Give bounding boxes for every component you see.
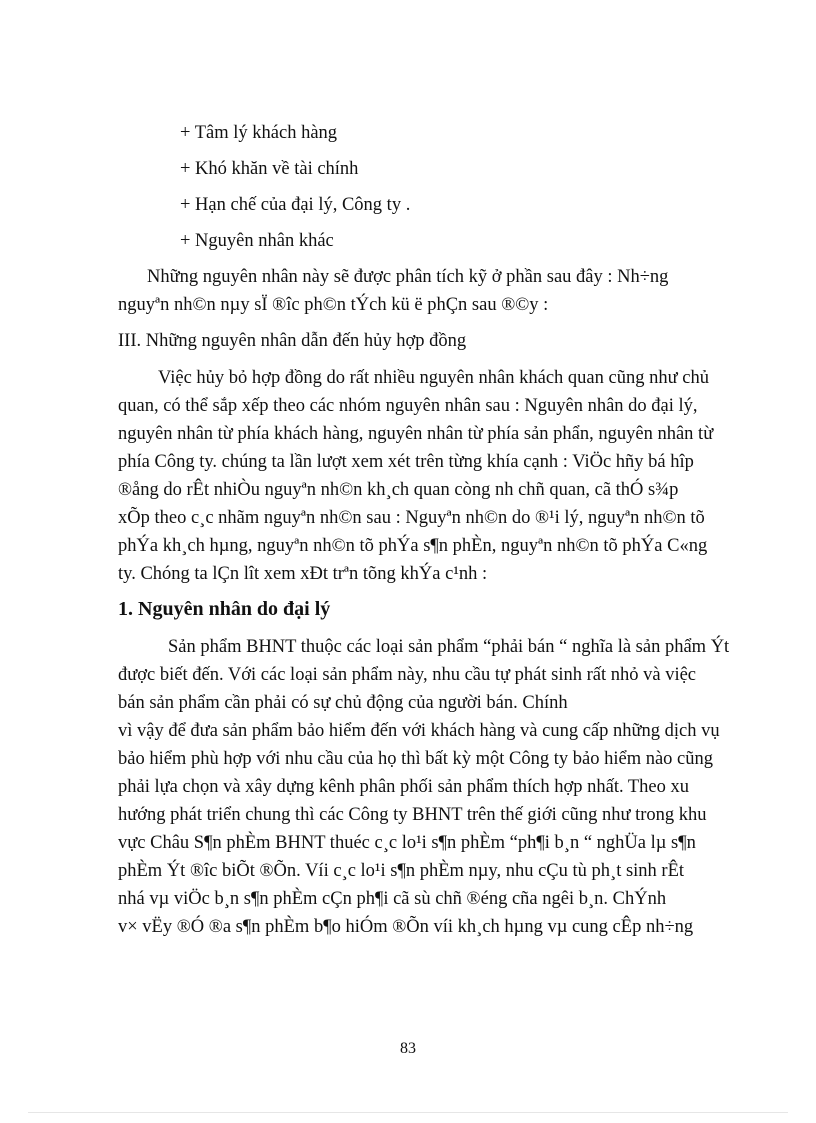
- paragraph-line: quan, có thể sắp xếp theo các nhóm nguyên nhân sau : Nguyên nhân do đại lý,: [118, 396, 698, 416]
- paragraph-line: phÝa kh¸ch hµng, nguyªn nh©n tõ phÝa s¶n phÈn, nguyªn nh©n tõ phÝa C«ng: [118, 536, 708, 556]
- page-edge-divider: [28, 1112, 788, 1113]
- paragraph-line: phÈm Ýt ®îc biÕt ®Õn. Víi c¸c lo¹i s¶n phÈm nµy, nhu cÇu tù ph¸t sinh rÊt: [118, 861, 685, 881]
- paragraph-line: nhá vµ viÖc b¸n s¶n phÈm cÇn ph¶i cã sù chñ ®éng cña ngêi b¸n. ChÝnh: [118, 889, 667, 909]
- intro-line: Những nguyên nhân này sẽ được phân tích kỹ ở phần sau đây : Nh÷ng: [147, 267, 669, 287]
- paragraph-line: vực Châu S¶n phÈm BHNT thuéc c¸c lo¹i s¶n phÈm “ph¶i b¸n “ nghÜa lµ s¶n: [118, 833, 696, 853]
- paragraph-line: Sản phẩm BHNT thuộc các loại sản phẩm “phải bán “ nghĩa là sản phẩm Ýt: [168, 637, 730, 657]
- paragraph-line: ®ång do rÊt nhiÒu nguyªn nh©n kh¸ch quan còng nh chñ quan, cã thÓ s¾p: [118, 480, 679, 500]
- paragraph-line: v× vËy ®Ó ®a s¶n phÈm b¶o hiÓm ®Õn víi kh¸ch hµng vµ cung cÊp nh÷ng: [118, 917, 694, 937]
- paragraph-line: vì vậy để đưa sản phẩm bảo hiểm đến với khách hàng và cung cấp những dịch vụ: [118, 721, 720, 741]
- paragraph-line: Việc hủy bỏ hợp đồng do rất nhiều nguyên nhân khách quan cũng như chủ: [158, 368, 709, 388]
- page-number: 83: [400, 1040, 416, 1057]
- paragraph-line: phải lựa chọn và xây dựng kênh phân phối sản phẩm thích hợp nhất. Theo xu: [118, 777, 690, 797]
- section-title: III. Những nguyên nhân dẫn đến hủy hợp đồng: [118, 331, 467, 351]
- bullet-item: + Tâm lý khách hàng: [180, 123, 338, 143]
- paragraph-line: xÕp theo c¸c nhãm nguyªn nh©n sau : Nguyªn nh©n do ®¹i lý, nguyªn nh©n tõ: [118, 508, 705, 528]
- paragraph-line: nguyên nhân từ phía khách hàng, nguyên nhân từ phía sản phẩn, nguyên nhân từ: [118, 424, 714, 444]
- paragraph-line: phía Công ty. chúng ta lần lượt xem xét trên từng khía cạnh : ViÖc hñy bá hîp: [118, 452, 694, 472]
- bullet-item: + Hạn chế của đại lý, Công ty .: [180, 195, 411, 215]
- paragraph-line: bán sản phẩm cần phải có sự chủ động của người bán. Chính: [118, 693, 568, 713]
- paragraph-line: hướng phát triển chung thì các Công ty BHNT trên thế giới cũng như trong khu: [118, 805, 707, 825]
- subheading: 1. Nguyên nhân do đại lý: [118, 598, 331, 620]
- paragraph-line: ty. Chóng ta lÇn lît xem xÐt trªn tõng khÝa c¹nh :: [118, 564, 488, 584]
- intro-line: nguyªn nh©n nµy sÏ ®îc ph©n tÝch kü ë phÇn sau ®©y :: [118, 295, 549, 315]
- bullet-item: + Nguyên nhân khác: [180, 231, 334, 251]
- bullet-item: + Khó khăn về tài chính: [180, 159, 359, 179]
- paragraph-line: được biết đến. Với các loại sản phẩm này, nhu cầu tự phát sinh rất nhỏ và việc: [118, 665, 697, 685]
- paragraph-line: bảo hiểm phù hợp với nhu cầu của họ thì bất kỳ một Công ty bảo hiểm nào cũng: [118, 749, 714, 769]
